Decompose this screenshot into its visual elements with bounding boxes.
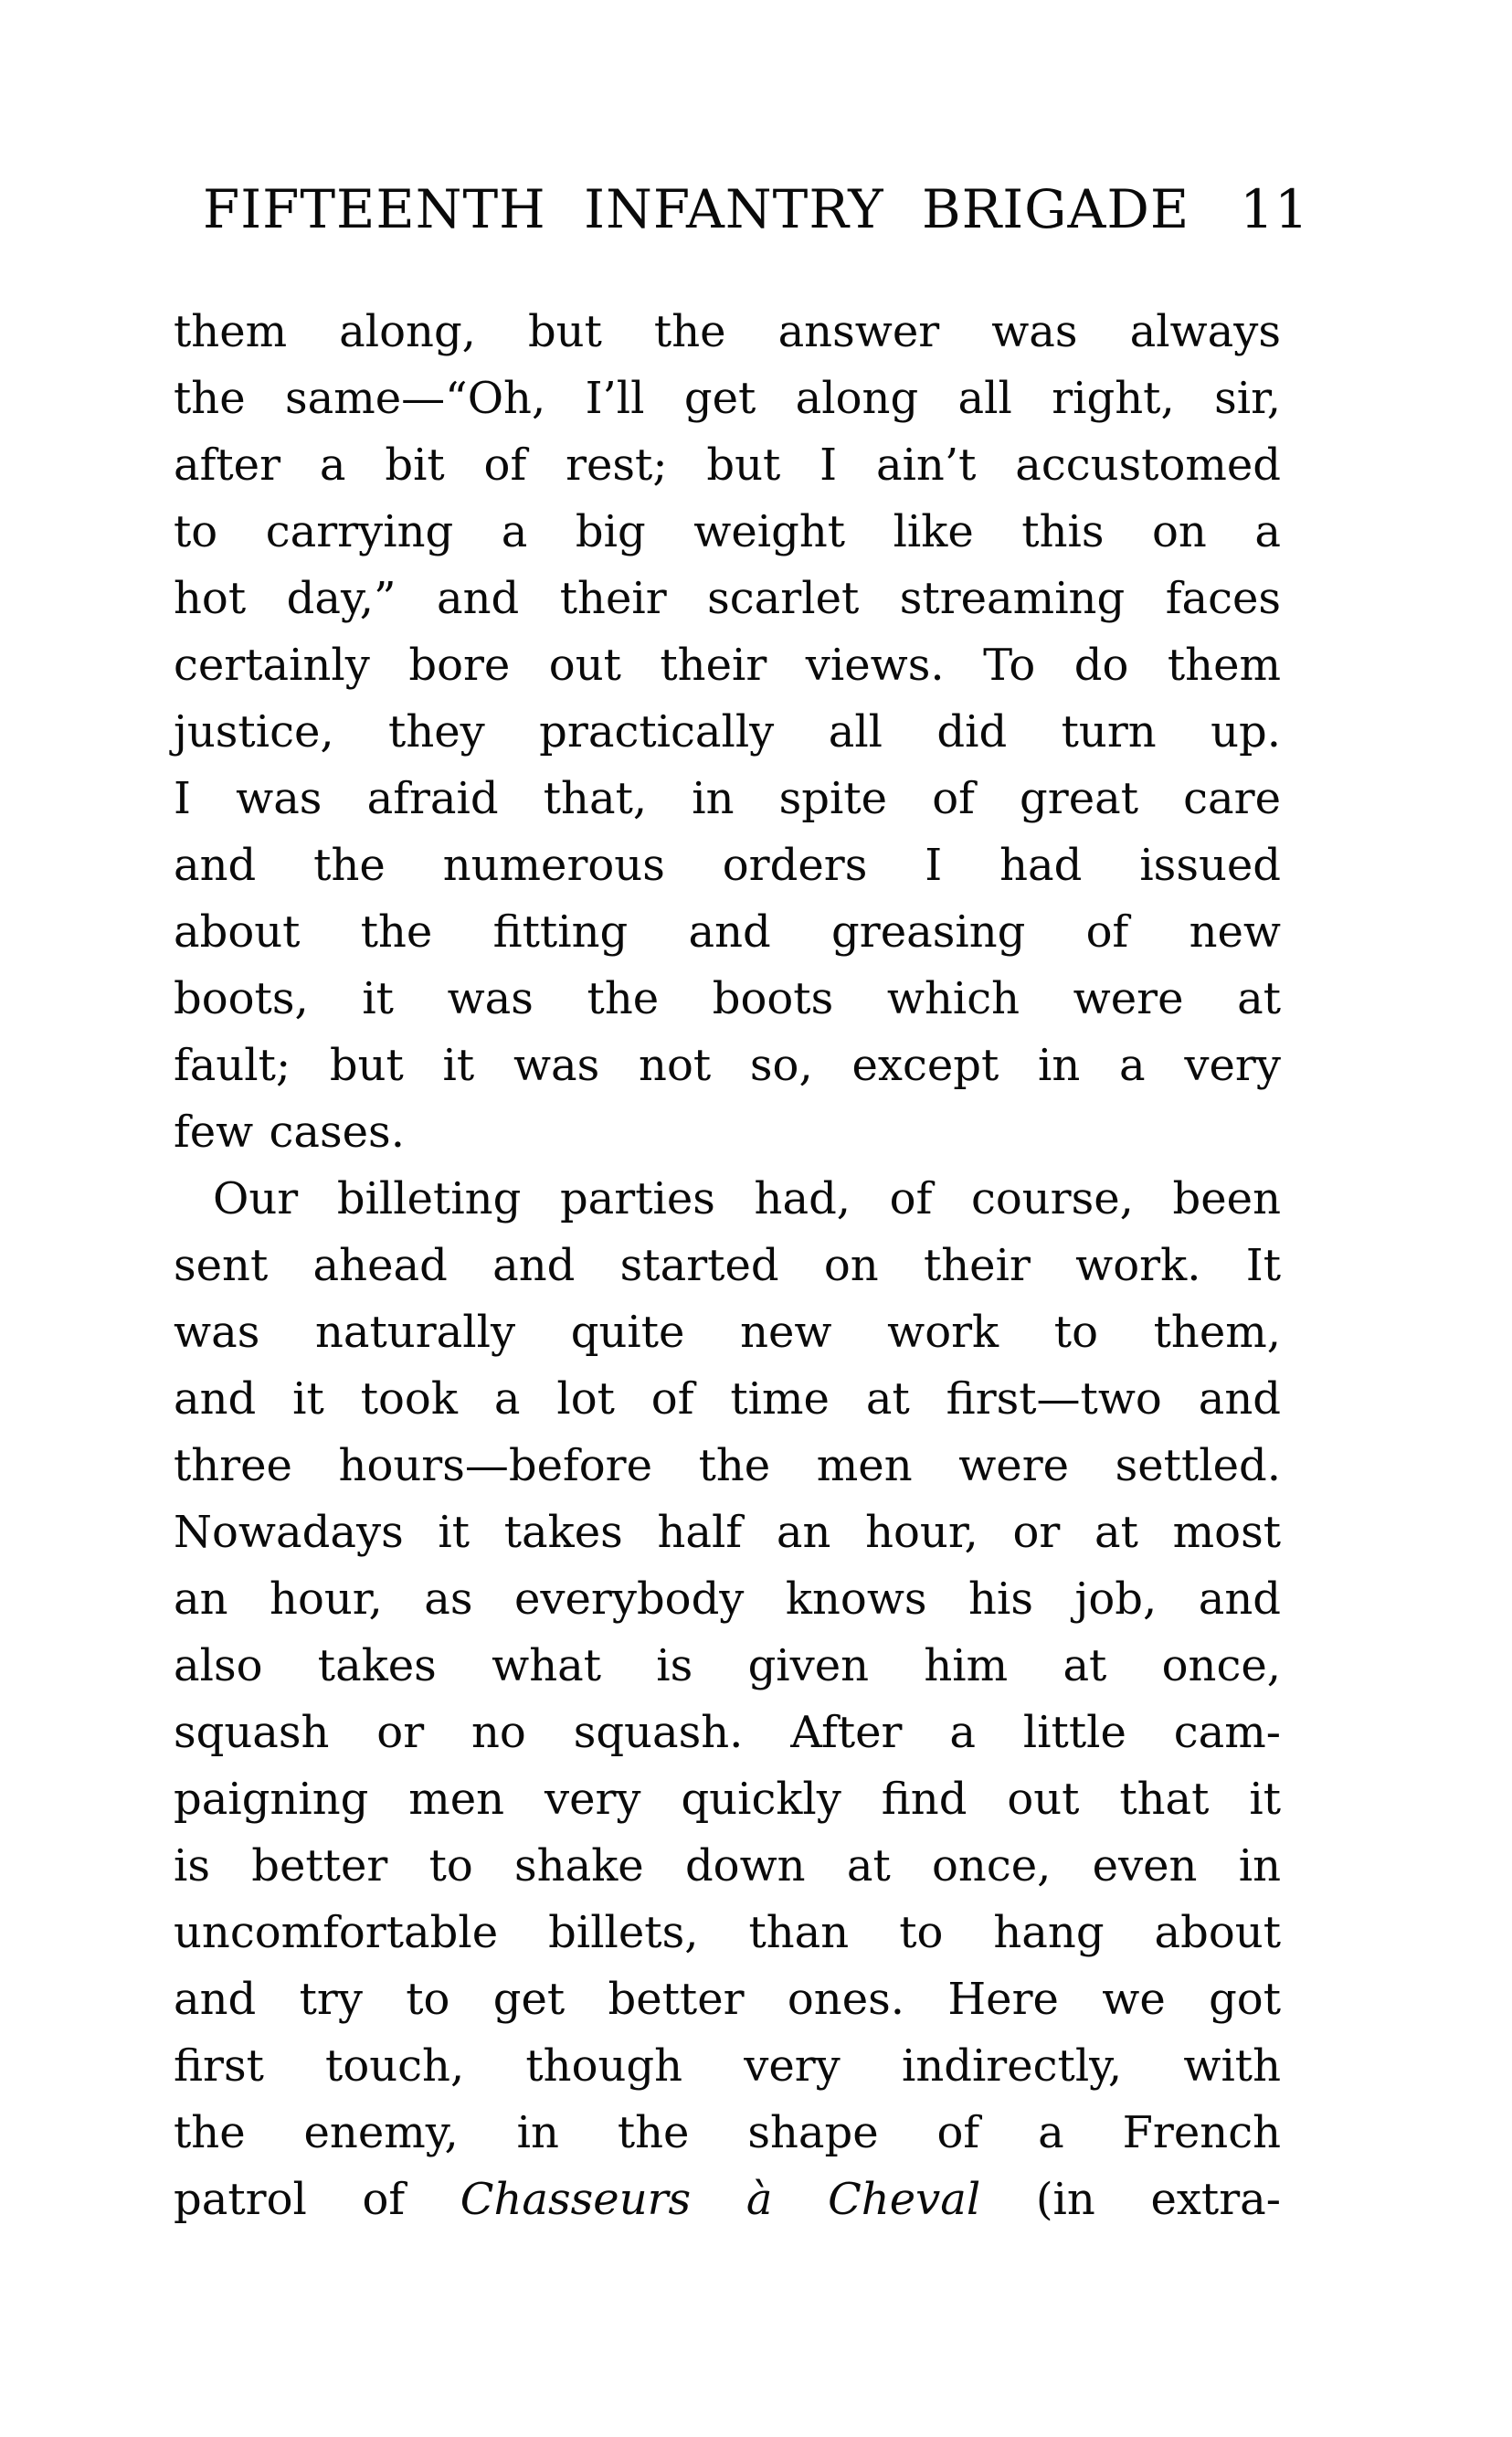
text-run: Our billeting parties had, of course, been (213, 1173, 1281, 1224)
text-run: was naturally quite new work to them, (174, 1307, 1281, 1358)
text-run: the same—“Oh, I’ll get along all right, sir, (174, 373, 1281, 424)
text-line (174, 1900, 1281, 1966)
text-run: them along, but the answer was always (174, 306, 1281, 357)
text-run: three hours—before the men were settled. (174, 1440, 1281, 1491)
text-line (174, 499, 1281, 566)
text-line (174, 632, 1281, 699)
text-run: patrol of (174, 2174, 460, 2225)
text-line (174, 1299, 1281, 1366)
text-line (174, 1833, 1281, 1900)
text-line (174, 832, 1281, 899)
text-line (174, 432, 1281, 499)
text-run: sent ahead and started on their work. It (174, 1240, 1281, 1291)
text-line (174, 2033, 1281, 2100)
text-line (174, 899, 1281, 966)
text-line (174, 1966, 1281, 2033)
text-run: also takes what is given him at once, (174, 1640, 1281, 1691)
text-run: and it took a lot of time at first—two and (174, 1373, 1281, 1425)
text-line (174, 299, 1281, 366)
running-header (0, 178, 1512, 240)
text-run: and try to get better ones. Here we got (174, 1974, 1281, 2025)
text-run: to carrying a big weight like this on a (174, 506, 1281, 557)
text-line (174, 1766, 1281, 1833)
text-line (174, 699, 1281, 766)
text-run: fault; but it was not so, except in a very (174, 1040, 1281, 1091)
text-run: certainly bore out their views. To do them (174, 640, 1281, 691)
text-run: the enemy, in the shape of a French (174, 2107, 1281, 2158)
text-line (174, 966, 1281, 1033)
text-line (174, 566, 1281, 632)
italic-text-run: Chasseurs à Cheval (460, 2174, 981, 2225)
text-run: squash or no squash. After a little cam- (174, 1707, 1281, 1758)
text-run: and the numerous orders I had issued (174, 840, 1281, 891)
text-run: after a bit of rest; but I ain’t accustomed (174, 440, 1281, 491)
text-run: an hour, as everybody knows his job, and (174, 1573, 1281, 1625)
text-run: uncomfortable billets, than to hang about (174, 1907, 1281, 1958)
text-run: boots, it was the boots which were at (174, 973, 1281, 1024)
text-run: justice, they practically all did turn up. (174, 706, 1281, 758)
page-text-block (174, 299, 1281, 2233)
text-line (174, 2100, 1281, 2167)
text-line (174, 1700, 1281, 1766)
text-line (174, 1633, 1281, 1700)
text-line (174, 1166, 1281, 1233)
text-run: few cases. (174, 1107, 405, 1158)
text-run: I was afraid that, in spite of great care (174, 773, 1281, 824)
text-line (174, 2167, 1281, 2233)
text-run: is better to shake down at once, even in (174, 1840, 1281, 1891)
text-line (174, 766, 1281, 832)
text-line (174, 1233, 1281, 1299)
text-run: first touch, though very indirectly, with (174, 2040, 1281, 2092)
text-line (174, 1566, 1281, 1633)
text-run: paigning men very quickly find out that it (174, 1774, 1281, 1825)
text-run: (in extra- (980, 2174, 1282, 2225)
page-number: 11 (1240, 178, 1310, 240)
text-line (174, 1499, 1281, 1566)
text-run: about the fitting and greasing of new (174, 906, 1281, 958)
text-line (174, 366, 1281, 432)
text-line (174, 1099, 1281, 1166)
text-line (174, 1433, 1281, 1499)
text-line (174, 1033, 1281, 1099)
running-header-title: FIFTEENTH INFANTRY BRIGADE (202, 178, 1190, 240)
text-run: hot day,” and their scarlet streaming faces (174, 573, 1281, 624)
text-run: Nowadays it takes half an hour, or at most (174, 1507, 1281, 1558)
text-line (174, 1366, 1281, 1433)
